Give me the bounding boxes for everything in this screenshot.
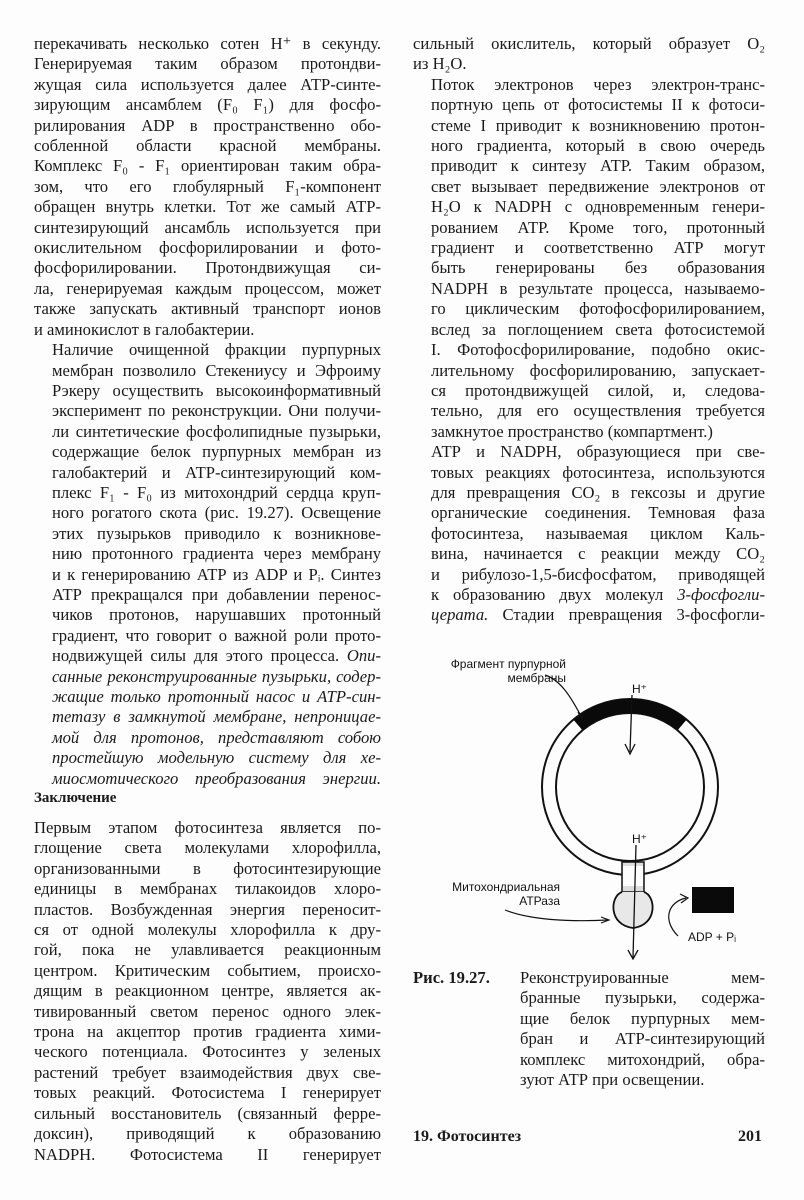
label-proton-top: H⁺ (632, 682, 647, 696)
right-column (413, 34, 765, 626)
text-line: зуют АТР при освещении. (520, 1070, 705, 1090)
text-line: содержащие белок пурпурных мембран из (52, 442, 381, 462)
text-line: гой, пока не улавливается реакционным (34, 940, 381, 960)
text-line: щие белок пурпурных мем- (520, 1008, 765, 1028)
text-line: также запускать активный транспорт ионов (34, 299, 381, 319)
text-line: центром. Критическим событием, происхо- (34, 960, 381, 980)
text-line: перекачивать несколько сотен H⁺ в секунду. (34, 34, 381, 53)
outer-membrane-circle (542, 699, 718, 875)
text-line: доксин), приводящий к образованию (34, 1124, 381, 1144)
text-line: ческого потенциала. Фотосинтез у зеленых (34, 1042, 381, 1062)
text-line: замкнутое пространство (компартмент.) (431, 421, 713, 441)
text-line: и к генерированию АТР из ADP и Pᵢ. Синтез (52, 564, 381, 584)
text-line: синтезирующий ансамбль используется при (34, 217, 381, 237)
text-line: миосмотического преобразования энергии. (52, 768, 381, 788)
label-proton-bottom: H⁺ (632, 832, 647, 846)
text-line: NADPH в результате процесса, называемо- (431, 278, 765, 298)
text-line: зом, что его глобулярный F₁-компонент (34, 176, 381, 196)
text-line: стеме I приводит к возникновению протон- (431, 115, 765, 135)
text-line: тельно, для его осуществления требуется (431, 401, 765, 421)
text-line: I. Фотофосфорилирование, подобно окис- (431, 340, 765, 360)
paragraph-conclusion (34, 818, 381, 1165)
paragraph-reconstruction-experiment (34, 340, 381, 789)
text-line: простейшую модельную систему для хе- (52, 748, 381, 768)
paragraph-calvin-cycle (413, 442, 765, 626)
text-line: фосфорилировании. Протондвижущая си- (34, 258, 381, 278)
text-line: к образованию двух молекул 3-фосфогли- (431, 584, 765, 604)
page-number: 201 (738, 1128, 762, 1145)
text-line: Рэкеру осуществить высокоинформативный (52, 380, 381, 400)
text-line: приводит к синтезу АТР. Таким образом, (431, 156, 765, 176)
text-line: обращен внутрь клетки. Тот же самый АТР- (34, 197, 381, 217)
text-line: мембран позволило Стекениусу и Эфроиму (52, 360, 381, 380)
text-line: дящим в реакционном центре, является ак- (34, 981, 381, 1001)
label-purple-membrane-fragment: Фрагмент пурпурной мембраны (450, 657, 566, 685)
text-line: бранные пузырьки, содержа- (520, 988, 765, 1008)
text-line: АТР прекращался при добавлении перенос- (52, 584, 381, 604)
text-line: пластов. Возбужденная энергия переносит- (34, 899, 381, 919)
text-line: комплекс митохондрий, обра- (520, 1049, 765, 1069)
text-line: товых реакциях фотосинтеза, используются (431, 462, 765, 482)
text-line: тетазу в замкнутой мембране, непроницае- (52, 707, 381, 727)
text-line: нию протонного градиента через мембрану (52, 544, 381, 564)
text-line: собленной области красной мембраны. (34, 136, 381, 156)
text-line: рилирования ADP в пространственно обо- (34, 115, 381, 135)
text-line: товых реакций. Фотосистема I генерирует (34, 1083, 381, 1103)
label-mitochondrial-atpase: Митохондриальная АТРаза (452, 880, 560, 908)
atpase-head (613, 892, 652, 928)
text-line: Комплекс F₀ - F₁ ориентирован таким обра- (34, 156, 381, 176)
text-line: сильный восстановитель (связанный ферре- (34, 1103, 381, 1123)
text-line: фотосинтеза, называемая циклом Каль- (431, 523, 765, 543)
left-column (34, 34, 381, 789)
text-line: Реконструированные мем- (520, 968, 765, 987)
text-line: рованием АТР. Кроме того, протонный (431, 217, 765, 237)
text-line: Поток электронов через электрон-транс- (431, 74, 765, 94)
section-heading-conclusion: Заключение (34, 790, 117, 806)
text-line: ного градиента, который в свою очередь (431, 136, 765, 156)
text-line: для превращения CO₂ в гексозы и другие (431, 482, 765, 502)
text-line: мой для протонов, представляют собою (52, 727, 381, 747)
text-line: нодвижущей силы для этого процесса. Опи- (52, 646, 381, 666)
text-line: градиент и соответственно АТР могут (431, 238, 765, 258)
text-line: жущая сила используется далее АТР-синте- (34, 74, 381, 94)
text-line: окислительном фосфорилировании и фото- (34, 238, 381, 258)
text-line: этих пузырьков приводило к возникнове- (52, 523, 381, 543)
text-line: Генерируемая таким образом протондви- (34, 54, 381, 74)
text-line: бран и АТР-синтезирующий (520, 1029, 765, 1049)
paragraph-proton-motive-force (34, 34, 381, 340)
paragraph-oxidant (413, 34, 765, 75)
text-line: портную цепь от фотосистемы II к фотоси- (431, 95, 765, 115)
text-line: организованными в фотосинтезирующие (34, 858, 381, 878)
caption-text (520, 968, 765, 1090)
text-line: го циклическим фотофосфорилированием, (431, 299, 765, 319)
text-line: и рибулозо-1,5-бисфосфатом, приводящей (431, 564, 765, 584)
text-line: свет вызывает передвижение электронов от (431, 176, 765, 196)
caption-figure-number: Рис. 19.27. (413, 968, 490, 987)
vesicle-diagram (410, 640, 790, 960)
text-line: H₂O к NADPH с одновременным генери- (431, 197, 765, 217)
paragraph-electron-flow (413, 75, 765, 442)
text-line: вслед за поглощением света фотосистемой (431, 319, 765, 339)
text-line: АТР и NADPH, образующиеся при све- (431, 442, 765, 462)
text-line: церата. Стадии превращения 3-фосфогли- (431, 605, 765, 625)
figure-19-27-vesicle-diagram (410, 640, 790, 960)
text-line: из H₂O. (413, 54, 467, 74)
text-line: жащие только протонный насос и АТР-син- (52, 687, 381, 706)
text-line: плекс F₁ - F₀ из митохондрий сердца круп- (52, 482, 381, 502)
text-line: градиент, что говорит о важной роли прото- (52, 625, 381, 645)
text-line: ся протондвижущей силой, и, следова- (431, 380, 765, 400)
text-line: эксперимент по реконструкции. Они получи- (52, 401, 381, 421)
text-line: органические соединения. Темновая фаза (431, 503, 765, 523)
text-line: единицы в мембранах тилакоидов хлоро- (34, 879, 381, 899)
text-line: галобактерий и АТР-синтезирующий ком- (52, 462, 381, 482)
text-line: быть генерированы без образования (431, 258, 765, 278)
text-line: трона на акцептор против градиента хими- (34, 1022, 381, 1042)
text-line: чиков протонов, нарушавших протонный (52, 605, 381, 625)
text-line: вина, начинается с реакции между CO₂ (431, 544, 765, 564)
text-line: глощение света молекулами хлорофилла, (34, 838, 381, 858)
atp-product-box (692, 887, 734, 913)
text-line: и аминокислот в галобактерии. (34, 319, 255, 339)
text-line: ся от одной молекулы хлорофилла к дру- (34, 920, 381, 940)
text-line: тивированный светом перенос одного элек- (34, 1001, 381, 1021)
text-line: Наличие очищенной фракции пурпурных (52, 340, 381, 360)
text-line: сильный окислитель, который образует O₂ (413, 34, 765, 53)
text-line: NADPH. Фотосистема II генерирует (34, 1144, 381, 1164)
text-line: ла, генерируемая каждым процессом, может (34, 278, 381, 298)
text-line: санные реконструированные пузырьки, содер- (52, 666, 381, 686)
text-line: ли синтетические фосфолипидные пузырьки, (52, 421, 381, 441)
running-footer-chapter: 19. Фотосинтез (413, 1128, 522, 1145)
label-adp-pi: ADP + Pᵢ (688, 930, 737, 944)
text-line: растений требует взаимодействия двух све- (34, 1062, 381, 1082)
text-line: лительному фосфорилированию, запускает- (431, 360, 765, 380)
text-line: Первым этапом фотосинтеза является по- (34, 818, 381, 837)
text-line: ного рогатого скота (рис. 19.27). Освещение (52, 503, 381, 523)
text-line: зирующим ансамблем (F₀ F₁) для фосфо- (34, 95, 381, 115)
